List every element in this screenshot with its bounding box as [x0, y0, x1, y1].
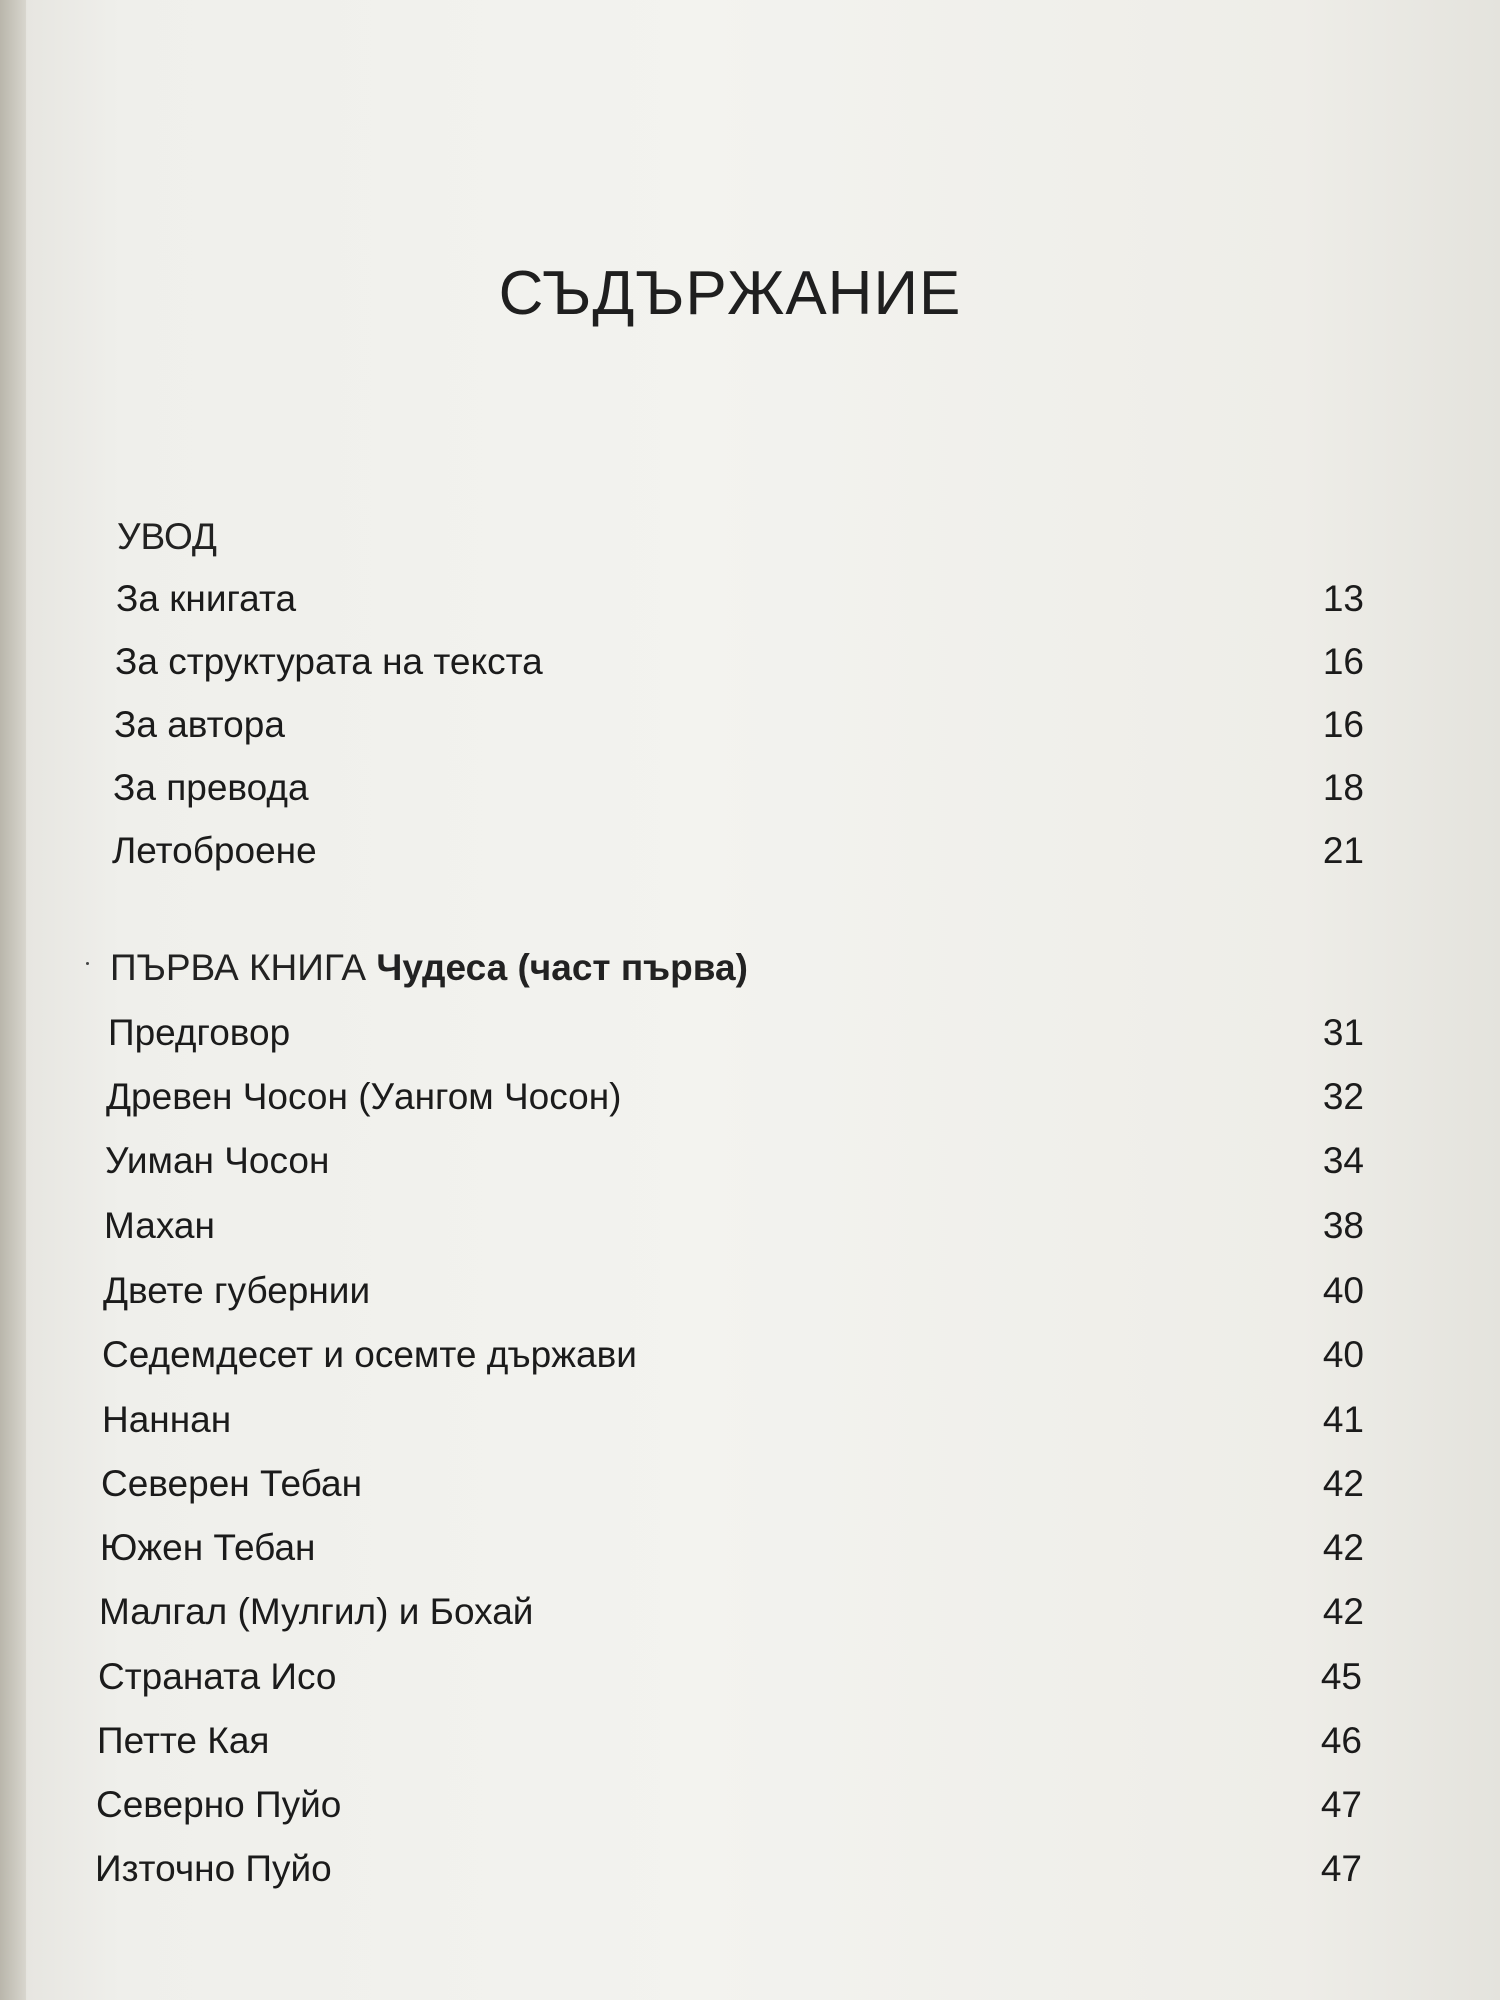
toc-entry: [98, 1656, 1362, 1706]
toc-entry-label: Двете губернии: [103, 1270, 371, 1311]
toc-entry-page: 42: [1322, 1591, 1364, 1632]
toc-entry: [114, 704, 1364, 754]
toc-entry: [96, 1784, 1362, 1834]
toc-entry: [103, 1270, 1364, 1320]
page-title: СЪДЪРЖАНИЕ: [498, 259, 962, 328]
toc-entry: [102, 1399, 1364, 1449]
toc-entry-label: Седемдесет и осемте държави: [102, 1334, 637, 1375]
toc-entry-page: 34: [1322, 1140, 1364, 1181]
toc-entry: [104, 1205, 1364, 1255]
toc-entry-label: За структурата на текста: [115, 641, 543, 682]
toc-entry-label: Източно Пуйо: [95, 1848, 332, 1889]
toc-entry-page: 21: [1322, 830, 1364, 871]
toc-entry: [99, 1591, 1364, 1641]
toc-entry-label: Северен Тебан: [101, 1463, 363, 1504]
toc-entry-page: 16: [1322, 641, 1364, 682]
toc-entry-label: Петте Кая: [97, 1720, 270, 1761]
toc-entry-page: 45: [1320, 1656, 1362, 1697]
toc-entry: [95, 1848, 1362, 1898]
toc-entry-label: Махан: [104, 1205, 215, 1246]
toc-entry: [105, 1140, 1364, 1190]
toc-entry-page: 47: [1320, 1848, 1362, 1889]
section-heading-title: Чудеса (част първа): [376, 947, 748, 988]
toc-entry: [106, 1076, 1364, 1126]
toc-entry: [113, 767, 1364, 817]
toc-entry-label: За автора: [114, 704, 285, 745]
ink-speck: [86, 962, 89, 965]
toc-entry: [102, 1334, 1364, 1384]
toc-entry: [101, 1463, 1364, 1513]
toc-entry-label: За книгата: [116, 578, 297, 619]
toc-entry-page: 41: [1322, 1399, 1364, 1440]
toc-entry: [112, 830, 1364, 880]
toc-entry-label: Северно Пуйо: [96, 1784, 342, 1825]
toc-entry: [108, 1012, 1364, 1062]
toc-entry-page: 16: [1322, 704, 1364, 745]
toc-entry: [115, 641, 1364, 691]
toc-entry-label: Малгал (Мулгил) и Бохай: [99, 1591, 534, 1632]
toc-entry-label: Страната Исо: [98, 1656, 337, 1697]
toc-entry-label: За превода: [113, 767, 309, 808]
toc-entry: [100, 1527, 1364, 1577]
toc-entry-page: 40: [1322, 1334, 1364, 1375]
toc-entry-label: Древен Чосон (Уангом Чосон): [106, 1076, 622, 1117]
section-heading-book1: [110, 947, 748, 989]
toc-entry-page: 46: [1320, 1720, 1362, 1761]
toc-entry-page: 18: [1322, 767, 1364, 808]
toc-entry-label: Южен Тебан: [100, 1527, 316, 1568]
toc-entry-label: Предговор: [108, 1012, 291, 1053]
toc-entry: [116, 578, 1364, 628]
toc-entry-page: 47: [1320, 1784, 1362, 1825]
toc-entry-label: Наннан: [102, 1399, 232, 1440]
toc-entry: [97, 1720, 1362, 1770]
toc-entry-page: 38: [1322, 1205, 1364, 1246]
toc-entry-page: 13: [1322, 578, 1364, 619]
section-heading-intro: УВОД: [117, 516, 217, 557]
toc-entry-label: Летоброене: [112, 830, 317, 871]
toc-entry-page: 42: [1322, 1463, 1364, 1504]
toc-entry-page: 32: [1322, 1076, 1364, 1117]
toc-entry-page: 40: [1322, 1270, 1364, 1311]
toc-entry-label: Уиман Чосон: [105, 1140, 330, 1181]
toc-entry-page: 42: [1322, 1527, 1364, 1568]
toc-entry-page: 31: [1322, 1012, 1364, 1053]
section-heading-prefix: ПЪРВА КНИГА: [110, 947, 367, 988]
